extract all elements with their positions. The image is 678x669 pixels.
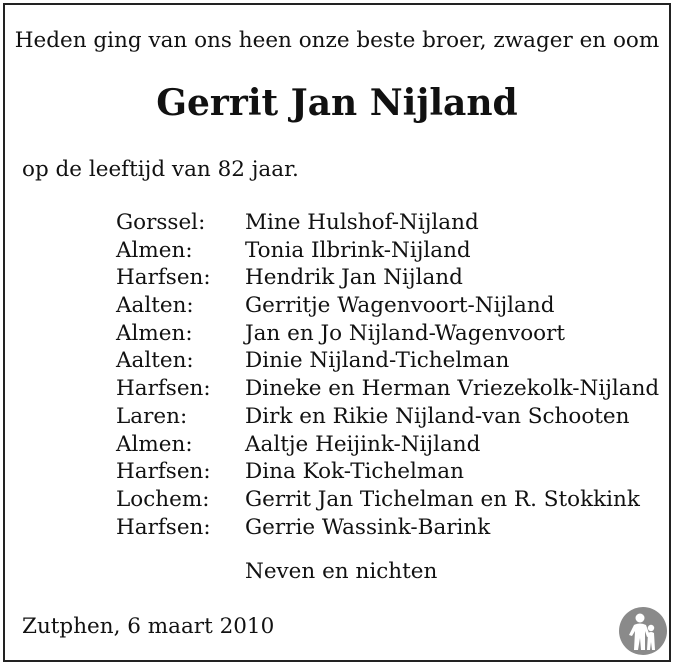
relative-place: Almen: — [116, 320, 193, 346]
relative-place: Laren: — [116, 403, 188, 429]
relative-row — [116, 264, 659, 292]
relative-name: Gerrie Wassink-Barink — [245, 514, 491, 540]
deceased-name: Gerrit Jan Nijland — [156, 82, 518, 124]
relative-name: Dina Kok-Tichelman — [245, 459, 464, 485]
relative-row — [116, 292, 659, 320]
opening-line: Heden ging van ons heen onze beste broer, zwager en oom — [14, 28, 660, 53]
relative-place: Harfsen: — [116, 514, 211, 540]
relative-name: Tonia Ilbrink-Nijland — [245, 237, 471, 263]
relative-row — [116, 431, 659, 459]
nephews-nieces: Neven en nichten — [245, 559, 438, 584]
relative-place: Lochem: — [116, 486, 210, 512]
relative-name: Hendrik Jan Nijland — [245, 265, 463, 291]
relative-name: Gerrit Jan Tichelman en R. Stokkink — [245, 486, 640, 512]
relative-row — [116, 486, 659, 514]
relative-row — [116, 237, 659, 265]
relative-name: Aaltje Heijink-Nijland — [245, 431, 481, 457]
relative-place: Almen: — [116, 431, 193, 457]
relatives-list — [116, 209, 659, 541]
relative-row — [116, 347, 659, 375]
relative-place: Aalten: — [116, 348, 194, 374]
relative-place: Almen: — [116, 237, 193, 263]
relative-row — [116, 458, 659, 486]
mourning-figure-icon — [618, 606, 668, 656]
relative-place: Aalten: — [116, 293, 194, 319]
relative-place: Harfsen: — [116, 459, 211, 485]
relative-place: Harfsen: — [116, 376, 211, 402]
relative-name: Dinie Nijland-Tichelman — [245, 348, 510, 374]
relative-row — [116, 375, 659, 403]
relative-name: Gerritje Wagenvoort-Nijland — [245, 293, 555, 319]
place-date: Zutphen, 6 maart 2010 — [22, 614, 275, 639]
relative-name: Jan en Jo Nijland-Wagenvoort — [245, 320, 566, 346]
relative-name: Mine Hulshof-Nijland — [245, 210, 479, 235]
relative-row — [116, 403, 659, 431]
age-line: op de leeftijd van 82 jaar. — [22, 157, 299, 182]
relative-row — [116, 320, 659, 348]
relative-row — [116, 514, 659, 542]
relative-place: Harfsen: — [116, 265, 211, 291]
relative-row — [116, 209, 659, 237]
relative-name: Dirk en Rikie Nijland-van Schooten — [245, 403, 630, 429]
relative-name: Dineke en Herman Vriezekolk-Nijland — [245, 376, 660, 402]
relative-place: Gorssel: — [116, 210, 206, 235]
